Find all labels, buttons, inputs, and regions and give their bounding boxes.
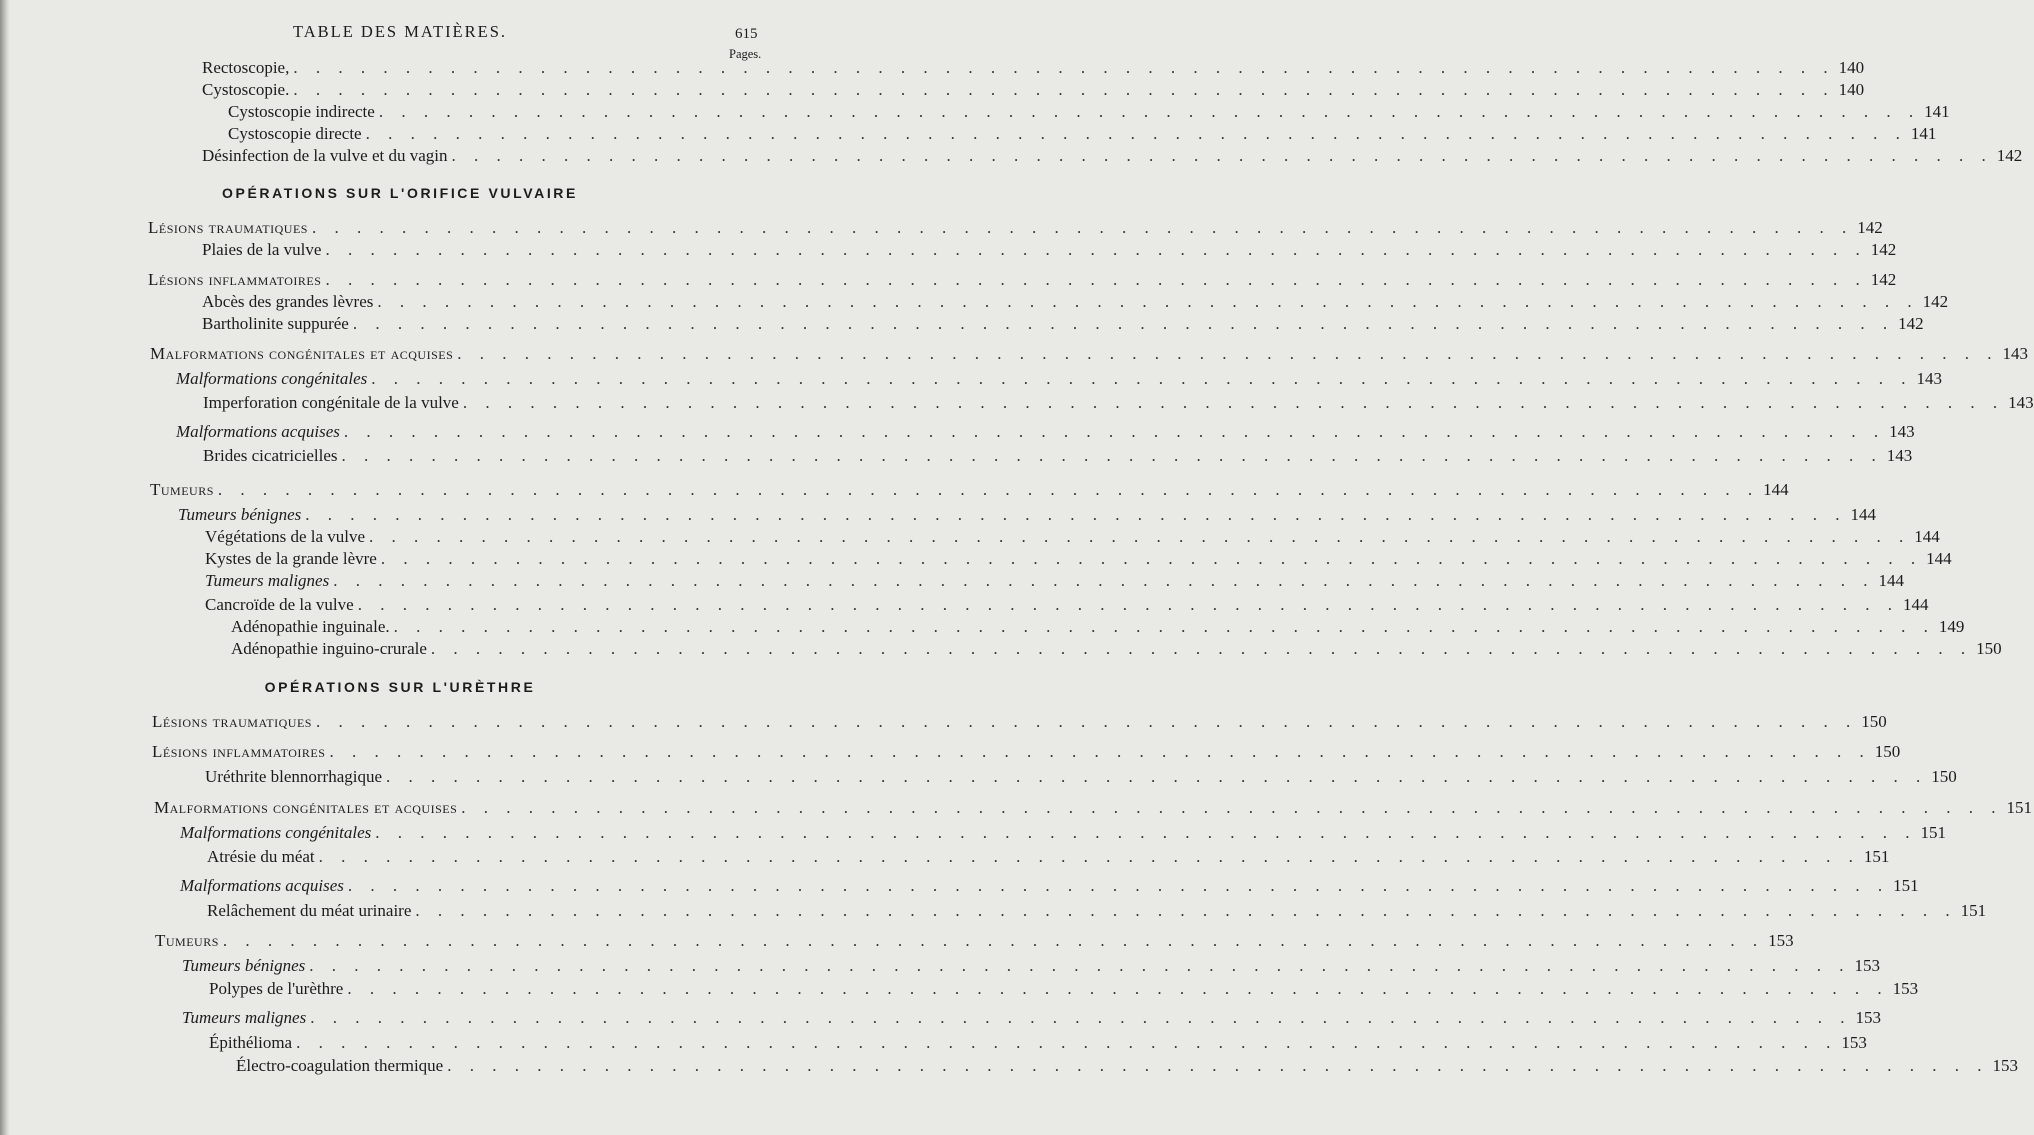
toc-entry-label: Rectoscopie, — [202, 58, 290, 77]
toc-entry-page: 142 — [1870, 240, 1897, 259]
dot-leader: . . . . . . . . . . . . . . . . . . . . . . . . . . . . . . . . . . . . . . . . . . . . . . . . . . . . . . . . . . . . . . . . . . . . . — [369, 527, 1911, 546]
toc-entry-label: Lésions traumatiques — [148, 218, 308, 237]
dot-leader: . . . . . . . . . . . . . . . . . . . . . . . . . . . . . . . . . . . . . . . . . . . . . . . . . . . . . . . . . . . . . . . . . . . . . — [451, 146, 1993, 165]
toc-entry-page: 151 — [1960, 901, 1987, 920]
toc-entry-page: 142 — [1922, 292, 1949, 311]
dot-leader: . . . . . . . . . . . . . . . . . . . . . . . . . . . . . . . . . . . . . . . . . . . . . . . . . . . . . . . . . . . . . . . . . . . . . — [347, 876, 1890, 895]
toc-entry — [228, 123, 1937, 145]
toc-entry-page: 153 — [1992, 1056, 2018, 1075]
dot-leader: . . . . . . . . . . . . . . . . . . . . . . . . . . . . . . . . . . . . . . . . . . . . . . . . . . . . . . . . . . . . . . . . . . . . . — [462, 393, 2005, 412]
toc-entry-label: Lésions inflammatoires — [152, 742, 326, 761]
toc-entry-page: 143 — [1916, 369, 1942, 388]
section-heading: OPÉRATIONS SUR L'ORIFICE VULVAIRE — [222, 185, 578, 201]
toc-entry — [203, 392, 2034, 414]
toc-entry-label: Cystoscopie directe — [228, 124, 362, 143]
dot-leader: . . . . . . . . . . . . . . . . . . . . . . . . . . . . . . . . . . . . . . . . . . . . . . . . . . . . . . . . . . . . . . . . . . . . . — [393, 617, 1935, 636]
page-number: 615 — [735, 26, 758, 42]
toc-entry-label: Végétations de la vulve — [205, 527, 366, 546]
toc-entry-label: Tumeurs — [155, 931, 219, 950]
toc-entry-page: 142 — [1870, 270, 1897, 289]
toc-entry — [182, 955, 1880, 977]
dot-leader: . . . . . . . . . . . . . . . . . . . . . . . . . . . . . . . . . . . . . . . . . . . . . . . . . . . . . . . . . . . . . . . . . . . . . — [222, 931, 1765, 950]
toc-entry-page: 142 — [1857, 218, 1883, 237]
toc-entry — [180, 875, 1919, 897]
dot-leader: . . . . . . . . . . . . . . . . . . . . . . . . . . . . . . . . . . . . . . . . . . . . . . . . . . . . . . . . . . . . . . . . . . . . . — [352, 314, 1895, 333]
dot-leader: . . . . . . . . . . . . . . . . . . . . . . . . . . . . . . . . . . . . . . . . . . . . . . . . . . . . . . . . . . . . . . . . . . . . . — [315, 712, 1858, 731]
toc-entry-label: Malformations congénitales — [180, 823, 372, 842]
toc-entry-label: Tumeurs malignes — [205, 571, 330, 590]
toc-entry-label: Lésions inflammatoires — [148, 270, 322, 289]
toc-entry-page: 153 — [1768, 931, 1794, 950]
dot-leader: . . . . . . . . . . . . . . . . . . . . . . . . . . . . . . . . . . . . . . . . . . . . . . . . . . . . . . . . . . . . . . . . . . . . . — [325, 240, 1867, 259]
dot-leader: . . . . . . . . . . . . . . . . . . . . . . . . . . . . . . . . . . . . . . . . . . . . . . . . . . . . . . . . . . . . . . . . . . . . . — [375, 823, 1917, 842]
toc-entry — [202, 239, 1897, 261]
toc-entry — [152, 711, 1887, 733]
toc-entry — [207, 900, 1987, 922]
toc-entry — [236, 1055, 2018, 1077]
dot-leader: . . . . . . . . . . . . . . . . . . . . . . . . . . . . . . . . . . . . . . . . . . . . . . . . . . . . . . . . . . . . . . . . . . . . . — [378, 102, 1921, 121]
dot-leader: . . . . . . . . . . . . . . . . . . . . . . . . . . . . . . . . . . . . . . . . . . . . . . . . . . . . . . . . . . . . . . . . . . . . . — [293, 80, 1835, 99]
toc-entry — [207, 846, 1890, 868]
toc-entry-label: Tumeurs bénignes — [178, 505, 302, 524]
toc-entry-page: 143 — [2002, 344, 2028, 363]
toc-entry — [176, 421, 1915, 443]
toc-entry-label: Cystoscopie. — [202, 80, 290, 99]
toc-entry-label: Électro-coagulation thermique — [236, 1056, 444, 1075]
dot-leader: . . . . . . . . . . . . . . . . . . . . . . . . . . . . . . . . . . . . . . . . . . . . . . . . . . . . . . . . . . . . . . . . . . . . . — [415, 901, 1957, 920]
toc-entry-label: Lésions traumatiques — [152, 712, 312, 731]
toc-entry-page: 140 — [1838, 80, 1865, 99]
dot-leader: . . . . . . . . . . . . . . . . . . . . . . . . . . . . . . . . . . . . . . . . . . . . . . . . . . . . . . . . . . . . . . . . . . . . . — [293, 58, 1835, 77]
dot-leader: . . . . . . . . . . . . . . . . . . . . . . . . . . . . . . . . . . . . . . . . . . . . . . . . . . . . . . . . . . . . . . . . . . . . . — [305, 505, 1847, 524]
toc-entry-page: 143 — [1886, 446, 1913, 465]
toc-entry-label: Abcès des grandes lèvres — [202, 292, 374, 311]
toc-entry — [202, 79, 1865, 101]
toc-entry — [180, 822, 1946, 844]
toc-entry — [202, 313, 1924, 335]
dot-leader: . . . . . . . . . . . . . . . . . . . . . . . . . . . . . . . . . . . . . . . . . . . . . . . . . . . . . . . . . . . . . . . . . . . . . — [357, 595, 1899, 614]
toc-entry — [202, 291, 1949, 313]
toc-entry — [202, 57, 1865, 79]
toc-entry-label: Malformations congénitales et acquises — [154, 798, 458, 817]
toc-entry — [176, 368, 1942, 390]
toc-entry-label: Brides cicatricielles — [203, 446, 338, 465]
toc-entry — [150, 343, 2028, 365]
toc-entry — [178, 504, 1876, 526]
toc-entry — [202, 145, 2023, 167]
toc-entry-page: 150 — [1861, 712, 1887, 731]
dot-leader: . . . . . . . . . . . . . . . . . . . . . . . . . . . . . . . . . . . . . . . . . . . . . . . . . . . . . . . . . . . . . . . . . . . . . — [371, 369, 1913, 388]
toc-entry-page: 151 — [2006, 798, 2032, 817]
toc-entry-page: 143 — [2008, 393, 2034, 412]
dot-leader: . . . . . . . . . . . . . . . . . . . . . . . . . . . . . . . . . . . . . . . . . . . . . . . . . . . . . . . . . . . . . . . . . . . . . — [309, 956, 1851, 975]
dot-leader: . . . . . . . . . . . . . . . . . . . . . . . . . . . . . . . . . . . . . . . . . . . . . . . . . . . . . . . . . . . . . . . . . . . . . — [347, 979, 1889, 998]
toc-entry-label: Malformations acquises — [176, 422, 340, 441]
toc-entry-page: 142 — [1996, 146, 2023, 165]
toc-entry-page: 141 — [1924, 102, 1950, 121]
toc-entry-label: Cystoscopie indirecte — [228, 102, 375, 121]
toc-entry — [209, 1032, 1867, 1054]
toc-entry — [209, 978, 1919, 1000]
toc-entry-page: 149 — [1938, 617, 1965, 636]
toc-entry-label: Cancroïde de la vulve — [205, 595, 354, 614]
toc-entry-page: 144 — [1914, 527, 1940, 546]
toc-entry-label: Tumeurs bénignes — [182, 956, 306, 975]
toc-entry-label: Tumeurs malignes — [182, 1008, 307, 1027]
toc-entry-page: 144 — [1902, 595, 1929, 614]
toc-entry-label: Imperforation congénitale de la vulve — [203, 393, 459, 412]
toc-entry-page: 144 — [1878, 571, 1904, 590]
toc-entry-page: 150 — [1976, 639, 2002, 658]
dot-leader: . . . . . . . . . . . . . . . . . . . . . . . . . . . . . . . . . . . . . . . . . . . . . . . . . . . . . . . . . . . . . . . . . . . . . — [310, 1008, 1852, 1027]
dot-leader: . . . . . . . . . . . . . . . . . . . . . . . . . . . . . . . . . . . . . . . . . . . . . . . . . . . . . . . . . . . . . . . . . . . . . — [386, 767, 1928, 786]
toc-entry — [150, 479, 1789, 501]
toc-entry-label: Adénopathie inguinale. — [231, 617, 390, 636]
pages-column-label: Pages. — [729, 47, 762, 61]
dot-leader: . . . . . . . . . . . . . . . . . . . . . . . . . . . . . . . . . . . . . . . . . . . . . . . . . . . . . . . . . . . . . . . . . . . . . — [447, 1056, 1989, 1075]
dot-leader: . . . . . . . . . . . . . . . . . . . . . . . . . . . . . . . . . . . . . . . . . . . . . . . . . . . . . . . . . . . . . . . . . . . . . — [430, 639, 1973, 658]
toc-entry-label: Relâchement du méat urinaire — [207, 901, 412, 920]
toc-entry-page: 151 — [1893, 876, 1919, 895]
section-heading: OPÉRATIONS SUR L'URÈTHRE — [264, 679, 536, 695]
toc-entry-page: 150 — [1931, 767, 1957, 786]
toc-entry-page: 150 — [1874, 742, 1901, 761]
toc-entry — [205, 526, 1940, 548]
toc-entry — [228, 101, 1950, 123]
toc-entry-label: Malformations congénitales — [176, 369, 368, 388]
toc-entry-label: Épithélioma — [209, 1033, 293, 1052]
toc-entry — [205, 548, 1952, 570]
dot-leader: . . . . . . . . . . . . . . . . . . . . . . . . . . . . . . . . . . . . . . . . . . . . . . . . . . . . . . . . . . . . . . . . . . . . . — [377, 292, 1919, 311]
toc-entry-label: Malformations congénitales et acquises — [150, 344, 454, 363]
dot-leader: . . . . . . . . . . . . . . . . . . . . . . . . . . . . . . . . . . . . . . . . . . . . . . . . . . . . . . . . . . . . . . . . . . . . . — [343, 422, 1886, 441]
toc-entry-label: Adénopathie inguino-crurale — [231, 639, 427, 658]
dot-leader: . . . . . . . . . . . . . . . . . . . . . . . . . . . . . . . . . . . . . . . . . . . . . . . . . . . . . . . . . . . . . . . . . . . . . — [325, 270, 1867, 289]
toc-entry — [205, 766, 1957, 788]
toc-entry — [182, 1007, 1881, 1029]
toc-entry-page: 153 — [1855, 1008, 1881, 1027]
toc-entry-page: 143 — [1889, 422, 1915, 441]
dot-leader: . . . . . . . . . . . . . . . . . . . . . . . . . . . . . . . . . . . . . . . . . . . . . . . . . . . . . . . . . . . . . . . . . . . . . — [217, 480, 1760, 499]
toc-entry-page: 153 — [1854, 956, 1880, 975]
toc-entry-label: Tumeurs — [150, 480, 214, 499]
toc-entry — [205, 570, 1904, 592]
toc-entry — [152, 741, 1901, 763]
toc-entry-label: Malformations acquises — [180, 876, 344, 895]
toc-entry-label: Polypes de l'urèthre — [209, 979, 344, 998]
dot-leader: . . . . . . . . . . . . . . . . . . . . . . . . . . . . . . . . . . . . . . . . . . . . . . . . . . . . . . . . . . . . . . . . . . . . . — [341, 446, 1883, 465]
dot-leader: . . . . . . . . . . . . . . . . . . . . . . . . . . . . . . . . . . . . . . . . . . . . . . . . . . . . . . . . . . . . . . . . . . . . . — [296, 1033, 1838, 1052]
toc-entry-label: Kystes de la grande lèvre — [205, 549, 377, 568]
toc-entry-page: 151 — [1920, 823, 1946, 842]
toc-entry — [203, 445, 1913, 467]
toc-entry — [148, 269, 1897, 291]
toc-entry-label: Atrésie du méat — [207, 847, 315, 866]
toc-entry-label: Uréthrite blennorrhagique — [205, 767, 383, 786]
dot-leader: . . . . . . . . . . . . . . . . . . . . . . . . . . . . . . . . . . . . . . . . . . . . . . . . . . . . . . . . . . . . . . . . . . . . . — [333, 571, 1875, 590]
dot-leader: . . . . . . . . . . . . . . . . . . . . . . . . . . . . . . . . . . . . . . . . . . . . . . . . . . . . . . . . . . . . . . . . . . . . . — [461, 798, 2003, 817]
dot-leader: . . . . . . . . . . . . . . . . . . . . . . . . . . . . . . . . . . . . . . . . . . . . . . . . . . . . . . . . . . . . . . . . . . . . . — [311, 218, 1854, 237]
toc-entry — [205, 594, 1929, 616]
toc-entry-label: Bartholinite suppurée — [202, 314, 349, 333]
dot-leader: . . . . . . . . . . . . . . . . . . . . . . . . . . . . . . . . . . . . . . . . . . . . . . . . . . . . . . . . . . . . . . . . . . . . . — [457, 344, 1999, 363]
toc-entry — [148, 217, 1883, 239]
toc-entry — [231, 616, 1965, 638]
toc-entry-page: 153 — [1892, 979, 1919, 998]
toc-entry — [154, 797, 2032, 819]
toc-entry-page: 140 — [1838, 58, 1865, 77]
dot-leader: . . . . . . . . . . . . . . . . . . . . . . . . . . . . . . . . . . . . . . . . . . . . . . . . . . . . . . . . . . . . . . . . . . . . . — [365, 124, 1907, 143]
toc-entry-page: 151 — [1863, 847, 1890, 866]
toc-entry-page: 141 — [1910, 124, 1937, 143]
toc-entry-page: 144 — [1850, 505, 1876, 524]
toc-entry-label: Désinfection de la vulve et du vagin — [202, 146, 448, 165]
dot-leader: . . . . . . . . . . . . . . . . . . . . . . . . . . . . . . . . . . . . . . . . . . . . . . . . . . . . . . . . . . . . . . . . . . . . . — [329, 742, 1871, 761]
toc-entry — [155, 930, 1794, 952]
toc-entry-page: 144 — [1926, 549, 1952, 568]
toc-entry-page: 153 — [1841, 1033, 1867, 1052]
running-title: TABLE DES MATIÈRES. — [292, 22, 508, 41]
toc-entry-page: 144 — [1763, 480, 1789, 499]
toc-entry — [231, 638, 2002, 660]
dot-leader: . . . . . . . . . . . . . . . . . . . . . . . . . . . . . . . . . . . . . . . . . . . . . . . . . . . . . . . . . . . . . . . . . . . . . — [380, 549, 1923, 568]
toc-entry-page: 142 — [1898, 314, 1924, 333]
dot-leader: . . . . . . . . . . . . . . . . . . . . . . . . . . . . . . . . . . . . . . . . . . . . . . . . . . . . . . . . . . . . . . . . . . . . . — [318, 847, 1860, 866]
toc-entry-label: Plaies de la vulve — [202, 240, 322, 259]
